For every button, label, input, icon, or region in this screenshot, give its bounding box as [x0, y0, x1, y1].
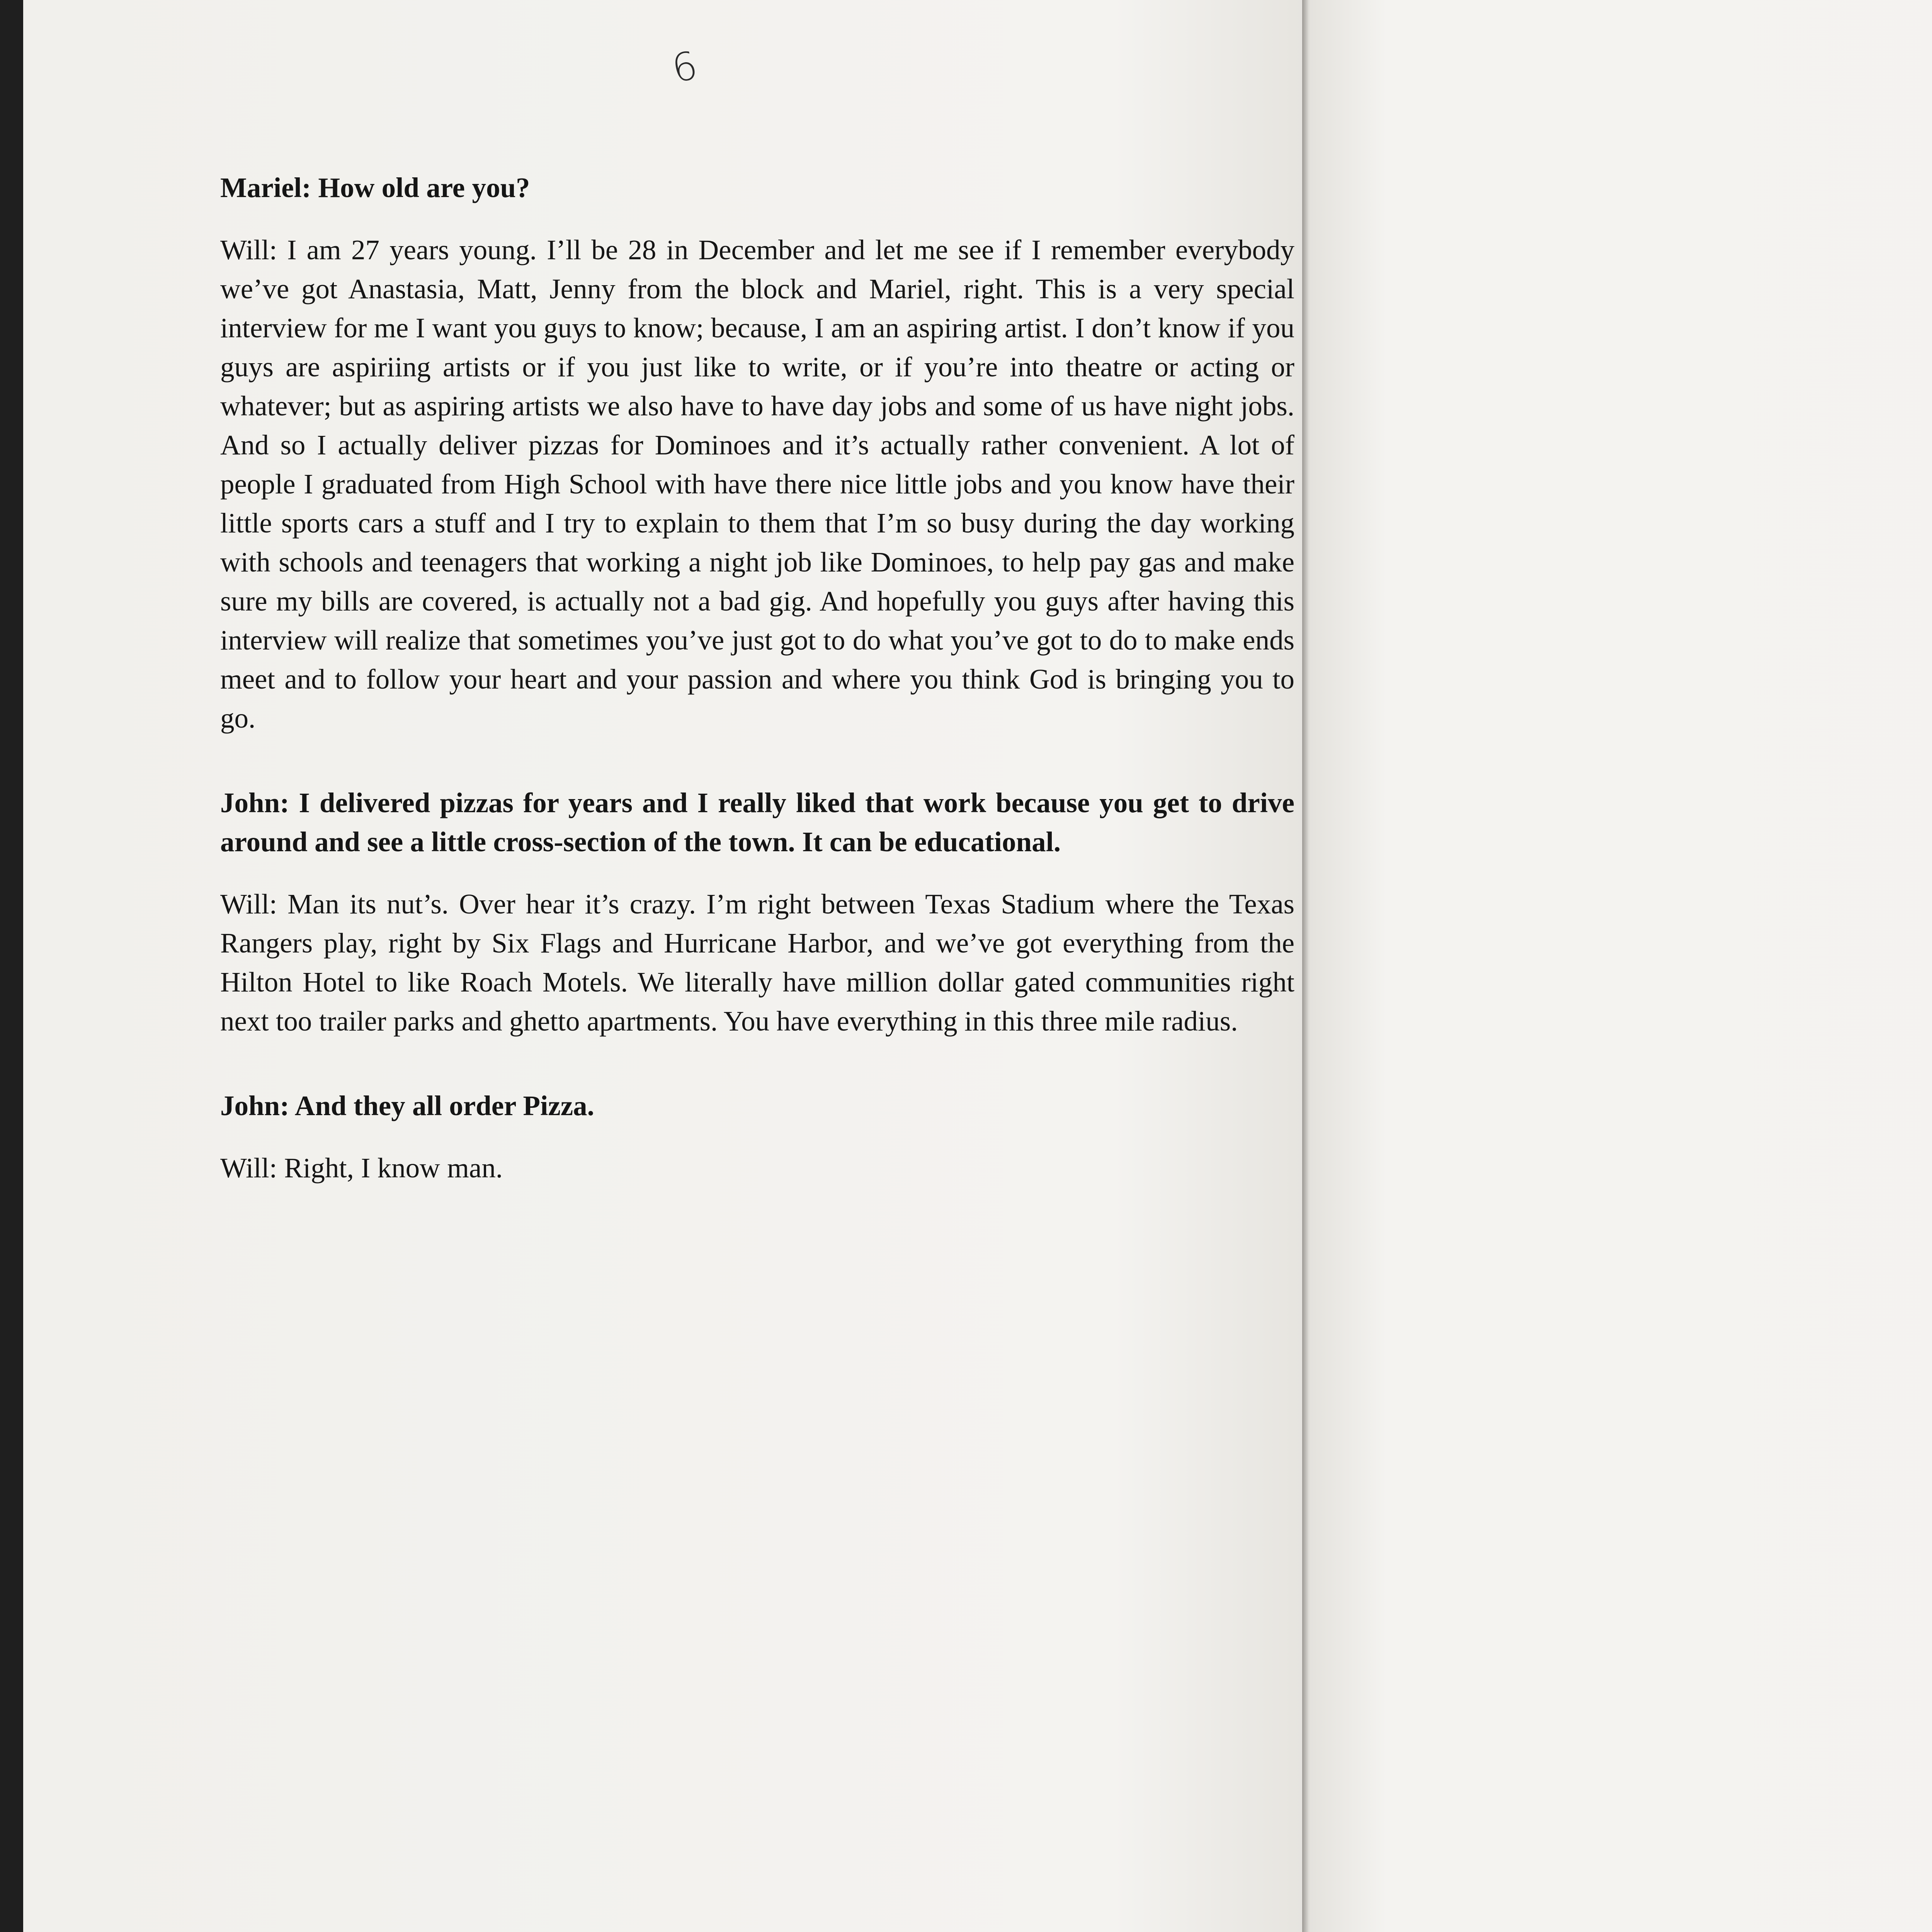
- left-page: [23, 0, 1308, 1932]
- left-interview-column: [220, 168, 1294, 1233]
- question: John: And they all order Pizza.: [220, 1090, 594, 1121]
- right-page: [1310, 0, 1932, 1932]
- scan-edge: [0, 0, 23, 1932]
- answer: Will: I am 27 years young. I’ll be 28 in December and let me see if I remember everybody we’ve got Anastasia, Matt, Jenny from the block and Mariel, right. This is a very special interview for me I want you guys to know; because, I am an aspiring artist. I don’t know if you guys are aspiriing artists or if you just like to write, or if you’re into theatre or acting or whatever; but as aspiring artists we also have to have day jobs and some of us have night jobs. And so I actually deliver pizzas for Dominoes and it’s actually rather convenient. A lot of people I graduated from High School with have there nice little jobs and you know have their little sports cars a stuff and I try to explain to them that I’m so busy during the day working with schools and teenagers that working a night job like Dominoes, to help pay gas and make sure my bills are covered, is actually not a bad gig. And hopefully you guys after having this interview will realize that sometimes you’ve just got to do what you’ve got to do to make ends meet and to follow your heart and your passion and where you think God is bringing you to go.: [220, 234, 1294, 734]
- answer: Will: Man its nut’s. Over hear it’s crazy. I’m right between Texas Stadium where the Texas Rangers play, right by Six Flags and Hurricane Harbor, and we’ve got everything from the Hilton Hotel to like Roach Motels. We literally have million dollar gated communities right next too trailer parks and ghetto apartments. You have everything in this three mile radius.: [220, 888, 1294, 1037]
- question: Mariel: How old are you?: [220, 172, 530, 203]
- answer: Will: Right, I know man.: [220, 1152, 503, 1184]
- question: John: I delivered pizzas for years and I really liked that work because you get to drive around and see a little cross-section of the town. It can be educational.: [220, 787, 1294, 857]
- page-number: 6: [668, 42, 702, 92]
